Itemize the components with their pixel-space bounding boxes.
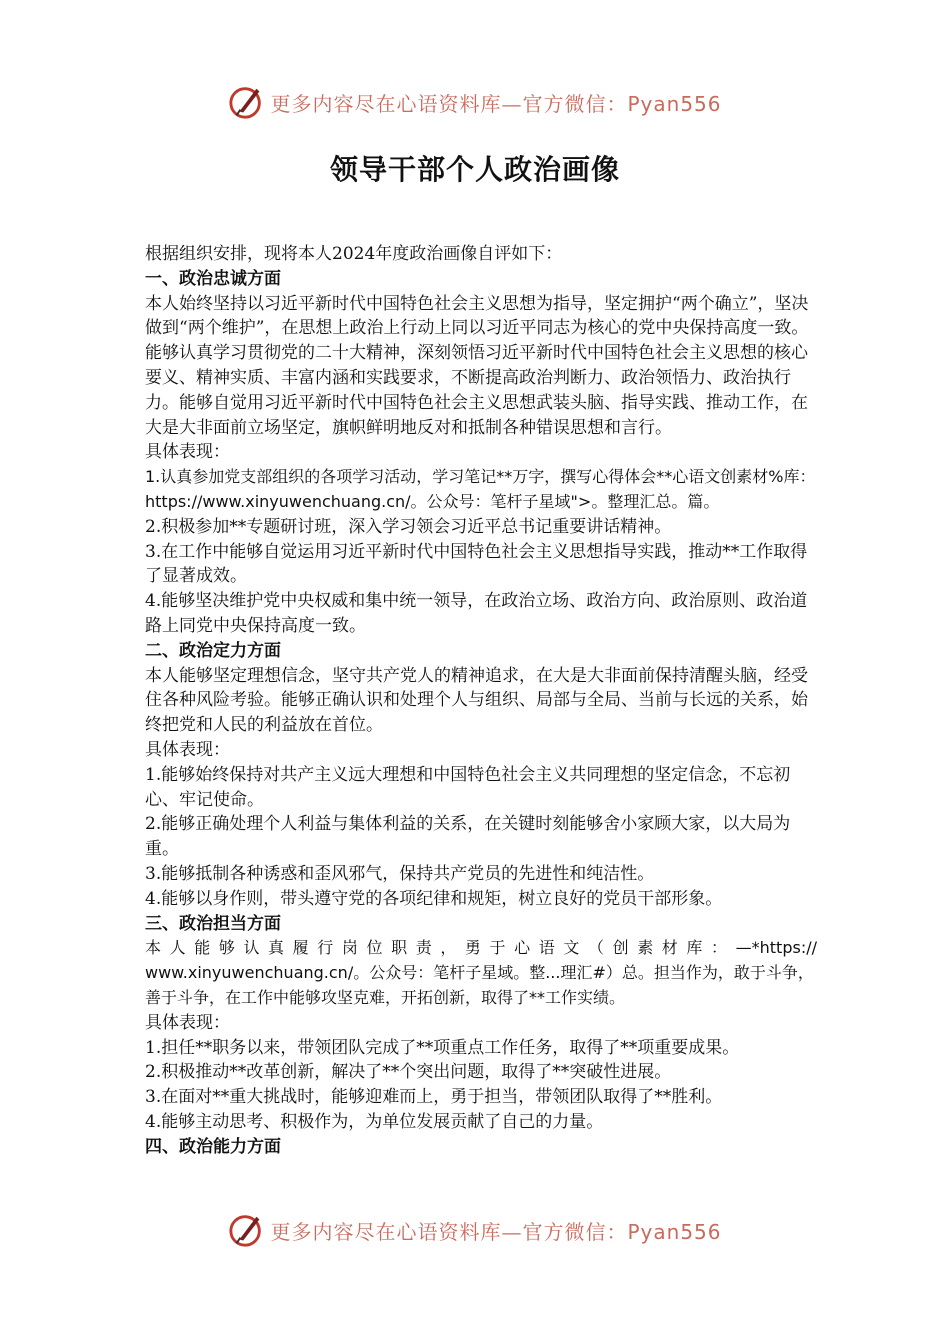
list-item: 4.能够以身作则，带头遵守党的各项纪律和规矩，树立良好的党员干部形象。 <box>145 888 723 909</box>
section-heading-2: 二、政治定力方面 <box>145 640 281 661</box>
section-heading-3: 三、政治担当方面 <box>145 913 281 934</box>
list-item: 3.能够抵制各种诱惑和歪风邪气，保持共产党员的先进性和纯洁性。 <box>145 863 655 884</box>
list-item: 2.能够正确处理个人利益与集体利益的关系，在关键时刻能够舍小家顾大家，以大局为重。 <box>145 814 791 860</box>
list-item: 1.能够始终保持对共产主义远大理想和中国特色社会主义共同理想的坚定信念，不忘初心、牢记使命。 <box>145 764 791 810</box>
list-item: 4.能够坚决维护党中央权威和集中统一领导，在政治立场、政治方向、政治原则、政治道路上同党中央保持高度一致。 <box>145 591 808 636</box>
section-label-1: 具体表现： <box>145 442 230 463</box>
section-heading-4: 四、政治能力方面 <box>145 1136 281 1157</box>
section-label-2: 具体表现： <box>145 739 230 760</box>
list-item: 2.积极参加**专题研讨班，深入学习领会习近平总书记重要讲话精神。 <box>145 516 672 537</box>
list-item: 3.在工作中能够自觉运用习近平新时代中国特色社会主义思想指导实践，推动**工作取得了显著成效。 <box>145 541 808 587</box>
section-label-3: 具体表现： <box>145 1012 230 1033</box>
section-body-3-line1: 本人能够认真履行岗位职责，勇于心语文（创素材库：—*https:// <box>145 938 817 958</box>
section-body-1: 本人始终坚持以习近平新时代中国特色社会主义思想为指导，坚定拥护“两个确立”，坚决做到“两个维护”，在思想上政治上行动上同以习近平同志为核心的党中央保持高度一致。能够认真学习贯彻党的二十大精神，深刻领悟习近平新时代中国特色社会主义思想的核心要义、精神实质、丰富内涵和实践要求，不断提高政治判断力、政治领悟力、政治执行力。能够自觉用习近平新时代中国特色社会主义思想武装头脑、指导实践、推动工作，在大是大非面前立场坚定，旗帜鲜明地反对和抵制各种错误思想和言行。 <box>145 293 809 438</box>
list-item: 1.认真参加党支部组织的各项学习活动，学习笔记**万字，撰写心得体会**心语文创素材%库：https://www.xinyuwenchuang.cn/。公众号：笔杆子星域">。整理汇总。篇。 <box>145 467 816 511</box>
list-item: 3.在面对**重大挑战时，能够迎难而上，勇于担当，带领团队取得了**胜利。 <box>145 1087 723 1108</box>
quill-logo-icon <box>228 83 266 121</box>
banner-text: 更多内容尽在心语资料库—官方微信：Pyan556 <box>270 1219 722 1244</box>
list-item: 4.能够主动思考、积极作为，为单位发展贡献了自己的力量。 <box>145 1111 604 1132</box>
list-item: 1.担任**职务以来，带领团队完成了**项重点工作任务，取得了**项重要成果。 <box>145 1037 740 1058</box>
list-item: 2.积极推动**改革创新，解决了**个突出问题，取得了**突破性进展。 <box>145 1062 672 1083</box>
section-body-3-rest: www.xinyuwenchuang.cn/。公众号：笔杆子星域。整...理汇#）总。担当作为，敢于斗争，善于斗争，在工作中能够攻坚克难，开拓创新，取得了**工作实绩。 <box>145 963 814 1007</box>
section-heading-1: 一、政治忠诚方面 <box>145 268 281 289</box>
section-body-2: 本人能够坚定理想信念，坚守共产党人的精神追求，在大是大非面前保持清醒头脑，经受住各种风险考验。能够正确认识和处理个人与组织、局部与全局、当前与长远的关系，始终把党和人民的利益放在首位。 <box>145 665 808 736</box>
document-body <box>145 242 817 1159</box>
page-title: 领导干部个人政治画像 <box>329 153 620 186</box>
intro-paragraph: 根据组织安排，现将本人2024年度政治画像自评如下： <box>145 244 563 264</box>
quill-logo-icon <box>228 1211 266 1249</box>
banner-text: 更多内容尽在心语资料库—官方微信：Pyan556 <box>270 91 722 116</box>
footer-watermark-banner <box>0 1208 950 1252</box>
header-watermark-banner <box>0 80 950 124</box>
